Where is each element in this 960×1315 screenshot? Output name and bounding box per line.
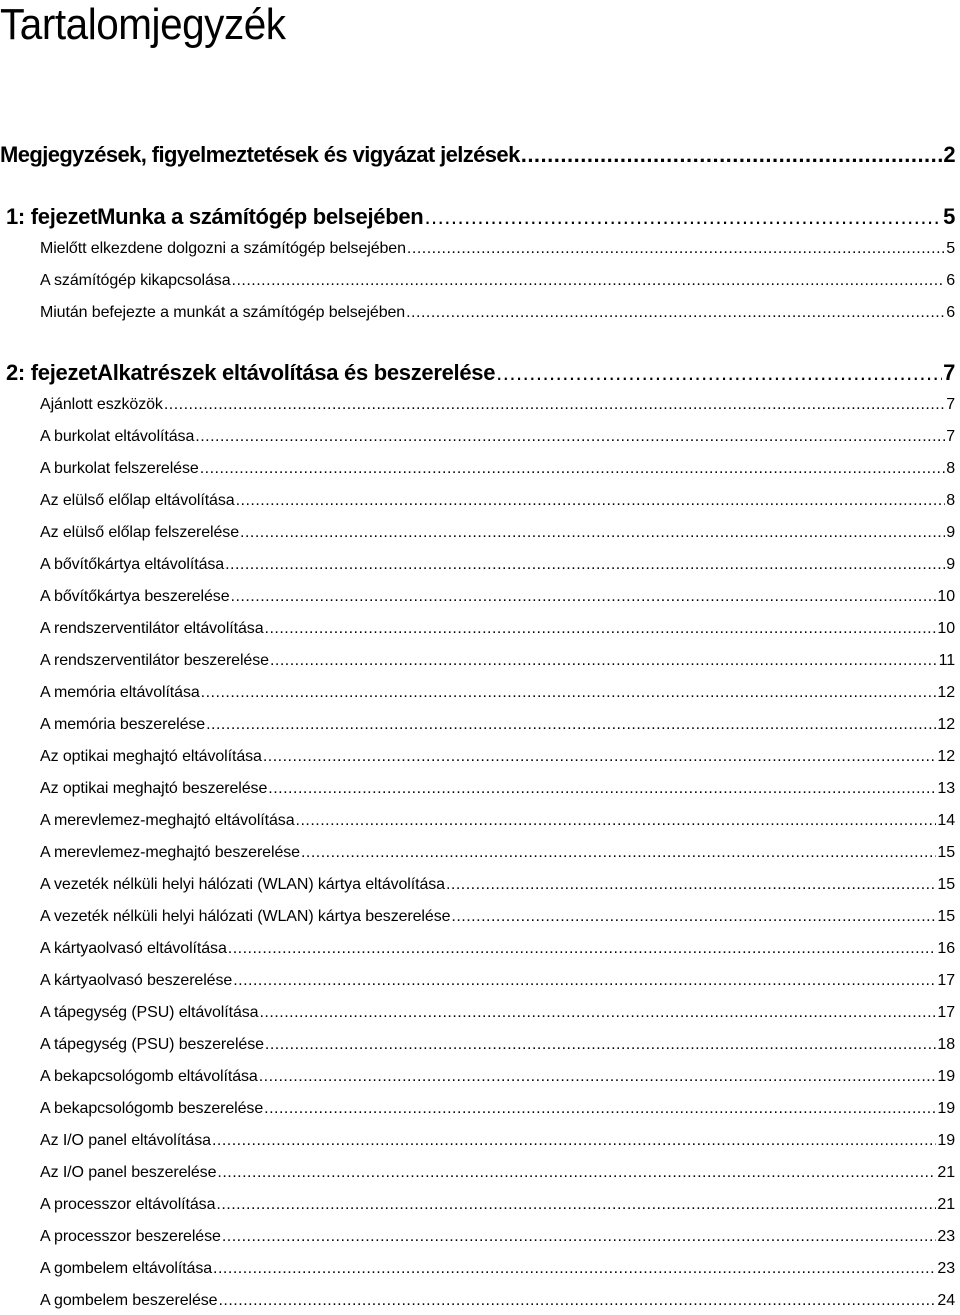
- toc-entry-page-number: 23: [937, 1260, 955, 1277]
- toc-entry-label: A processzor beszerelése: [40, 1228, 221, 1245]
- toc-entry-page-number: 7: [946, 396, 955, 413]
- dot-leader: [195, 424, 945, 450]
- toc-entry[interactable]: [40, 808, 955, 834]
- dot-leader: [240, 520, 945, 546]
- toc-entry[interactable]: [40, 1000, 955, 1026]
- dot-leader: [217, 1160, 936, 1186]
- toc-entry-label: Az elülső előlap felszerelése: [40, 524, 239, 541]
- toc-entry[interactable]: [40, 840, 955, 866]
- toc-entry-label: Az optikai meghajtó eltávolítása: [40, 748, 262, 765]
- toc-entry[interactable]: [40, 712, 955, 738]
- toc-entry-page-number: 21: [937, 1196, 955, 1213]
- dot-leader: [496, 360, 942, 386]
- toc-entry-page-number: 19: [937, 1068, 955, 1085]
- dot-leader: [228, 936, 937, 962]
- toc-entry-page-number: 5: [943, 204, 955, 229]
- dot-leader: [265, 616, 937, 642]
- toc-entry-page-number: 7: [943, 360, 955, 385]
- toc-entry-label: A rendszerventilátor beszerelése: [40, 652, 269, 669]
- toc-entry-label: A tápegység (PSU) eltávolítása: [40, 1004, 259, 1021]
- dot-leader: [270, 648, 938, 674]
- toc-entry-page-number: 12: [937, 748, 955, 765]
- toc-entry[interactable]: [40, 584, 955, 610]
- toc-entry-page-number: 21: [937, 1164, 955, 1181]
- toc-entry-page-number: 15: [937, 844, 955, 861]
- toc-entry[interactable]: [40, 904, 955, 930]
- dot-leader: [231, 584, 937, 610]
- toc-entry-label: A számítógép kikapcsolása: [40, 272, 231, 289]
- toc-entry[interactable]: [6, 360, 955, 386]
- toc-entry[interactable]: [40, 1096, 955, 1122]
- toc-entry-page-number: 8: [946, 492, 955, 509]
- toc-entry-page-number: 6: [946, 272, 955, 289]
- toc-entry[interactable]: [40, 424, 955, 450]
- toc-entry-page-number: 17: [937, 1004, 955, 1021]
- toc-entry[interactable]: [40, 616, 955, 642]
- toc-entry[interactable]: [40, 1064, 955, 1090]
- toc-entry[interactable]: [40, 552, 955, 578]
- toc-entry-label: A bővítőkártya eltávolítása: [40, 556, 225, 573]
- toc-entry-page-number: 15: [937, 908, 955, 925]
- dot-leader: [424, 204, 942, 230]
- toc-entry[interactable]: [40, 236, 955, 262]
- toc-entry[interactable]: [40, 744, 955, 770]
- toc-entry-label: 1: fejezetMunka a számítógép belsejében: [6, 204, 424, 229]
- toc-entry-label: 2: fejezetAlkatrészek eltávolítása és beszerelése: [6, 360, 496, 385]
- dot-leader: [263, 744, 937, 770]
- toc-entry-page-number: 10: [937, 620, 955, 637]
- toc-entry-label: A merevlemez-meghajtó eltávolítása: [40, 812, 295, 829]
- dot-leader: [264, 1096, 936, 1122]
- toc-entry-page-number: 11: [938, 652, 955, 669]
- dot-leader: [406, 300, 945, 326]
- toc-entry-label: A bekapcsológomb beszerelése: [40, 1100, 264, 1117]
- dot-leader: [232, 268, 946, 294]
- toc-entry-label: A vezeték nélküli helyi hálózati (WLAN) kártya eltávolítása: [40, 876, 445, 893]
- toc-entry-label: A vezeték nélküli helyi hálózati (WLAN) kártya beszerelése: [40, 908, 451, 925]
- toc-entry-page-number: 13: [937, 780, 955, 797]
- toc-entry-page-number: 9: [946, 524, 955, 541]
- toc-entry[interactable]: [40, 1032, 955, 1058]
- toc-entry-label: A tápegység (PSU) beszerelése: [40, 1036, 264, 1053]
- toc-entry-page-number: 12: [937, 684, 955, 701]
- toc-entry-label: Miután befejezte a munkát a számítógép belsejében: [40, 304, 406, 321]
- dot-leader: [259, 1000, 936, 1026]
- dot-leader: [407, 236, 945, 262]
- toc-entry[interactable]: [40, 456, 955, 482]
- toc-entry-label: Ajánlott eszközök: [40, 396, 163, 413]
- toc-entry-label: A memória beszerelése: [40, 716, 206, 733]
- toc-entry[interactable]: [40, 300, 955, 326]
- dot-leader: [233, 968, 936, 994]
- toc-entry-page-number: 12: [937, 716, 955, 733]
- dot-leader: [212, 1128, 936, 1154]
- dot-leader: [206, 712, 936, 738]
- toc-entry[interactable]: [40, 1192, 955, 1218]
- dot-leader: [446, 872, 936, 898]
- toc-entry[interactable]: [40, 488, 955, 514]
- toc-entry-page-number: 16: [937, 940, 955, 957]
- toc-entry-page-number: 19: [937, 1100, 955, 1117]
- toc-entry-page-number: 2: [943, 142, 955, 167]
- toc-entry-label: Megjegyzések, figyelmeztetések és vigyázat jelzések: [0, 142, 520, 167]
- toc-entry-label: Az I/O panel beszerelése: [40, 1164, 217, 1181]
- toc-entry-label: A kártyaolvasó beszerelése: [40, 972, 233, 989]
- toc-entry-page-number: 18: [937, 1036, 955, 1053]
- toc-entry-label: A processzor eltávolítása: [40, 1196, 216, 1213]
- dot-leader: [296, 808, 937, 834]
- toc-entry[interactable]: [40, 392, 955, 418]
- dot-leader: [216, 1192, 936, 1218]
- toc-entry-page-number: 5: [946, 240, 955, 257]
- dot-leader: [451, 904, 936, 930]
- toc-entry-page-number: 9: [946, 556, 955, 573]
- toc-entry[interactable]: [40, 520, 955, 546]
- dot-leader: [301, 840, 936, 866]
- dot-leader: [164, 392, 945, 418]
- toc-entry[interactable]: [0, 142, 955, 168]
- toc-entry-label: A memória eltávolítása: [40, 684, 200, 701]
- dot-leader: [521, 142, 943, 168]
- toc-entry-page-number: 19: [937, 1132, 955, 1149]
- toc-entry-label: Az elülső előlap eltávolítása: [40, 492, 235, 509]
- toc-entry[interactable]: [6, 204, 955, 230]
- toc-entry-page-number: 14: [937, 812, 955, 829]
- dot-leader: [259, 1064, 937, 1090]
- toc-entry-label: A burkolat felszerelése: [40, 460, 199, 477]
- toc-entry-label: A bővítőkártya beszerelése: [40, 588, 230, 605]
- dot-leader: [200, 456, 946, 482]
- toc-entry-page-number: 6: [946, 304, 955, 321]
- toc-entry-label: Mielőtt elkezdene dolgozni a számítógép belsejében: [40, 240, 406, 257]
- toc-entry-label: A bekapcsológomb eltávolítása: [40, 1068, 258, 1085]
- toc-entry-page-number: 17: [937, 972, 955, 989]
- toc-entry[interactable]: [40, 268, 955, 294]
- toc-entry-page-number: 8: [946, 460, 955, 477]
- toc-entry[interactable]: [40, 1160, 955, 1186]
- toc-entry-page-number: 15: [937, 876, 955, 893]
- dot-leader: [222, 1224, 937, 1250]
- toc-entry-label: A rendszerventilátor eltávolítása: [40, 620, 264, 637]
- toc-entry-label: A kártyaolvasó eltávolítása: [40, 940, 227, 957]
- toc-entry-page-number: 23: [937, 1228, 955, 1245]
- toc-entry-label: A burkolat eltávolítása: [40, 428, 195, 445]
- toc-entry[interactable]: [40, 936, 955, 962]
- dot-leader: [236, 488, 946, 514]
- dot-leader: [218, 1288, 936, 1314]
- toc-entry-page-number: 24: [937, 1292, 955, 1309]
- toc-entry[interactable]: [40, 1256, 955, 1282]
- dot-leader: [268, 776, 936, 802]
- toc-entry-page-number: 10: [937, 588, 955, 605]
- toc-entry-label: A merevlemez-meghajtó beszerelése: [40, 844, 300, 861]
- dot-leader: [213, 1256, 936, 1282]
- toc-entry-label: Az optikai meghajtó beszerelése: [40, 780, 268, 797]
- toc-entry[interactable]: [40, 1128, 955, 1154]
- toc-entry-label: Az I/O panel eltávolítása: [40, 1132, 211, 1149]
- toc-entry-page-number: 7: [946, 428, 955, 445]
- toc-entry[interactable]: [40, 680, 955, 706]
- toc-entry[interactable]: [40, 648, 955, 674]
- toc-entry-label: A gombelem eltávolítása: [40, 1260, 213, 1277]
- page-title: Tartalomjegyzék: [0, 0, 286, 49]
- dot-leader: [201, 680, 937, 706]
- toc-entry[interactable]: [40, 968, 955, 994]
- dot-leader: [225, 552, 945, 578]
- toc-entry[interactable]: [40, 872, 955, 898]
- toc-entry[interactable]: [40, 776, 955, 802]
- toc-entry[interactable]: [40, 1288, 955, 1314]
- toc-entry-label: A gombelem beszerelése: [40, 1292, 218, 1309]
- toc-entry[interactable]: [40, 1224, 955, 1250]
- dot-leader: [265, 1032, 937, 1058]
